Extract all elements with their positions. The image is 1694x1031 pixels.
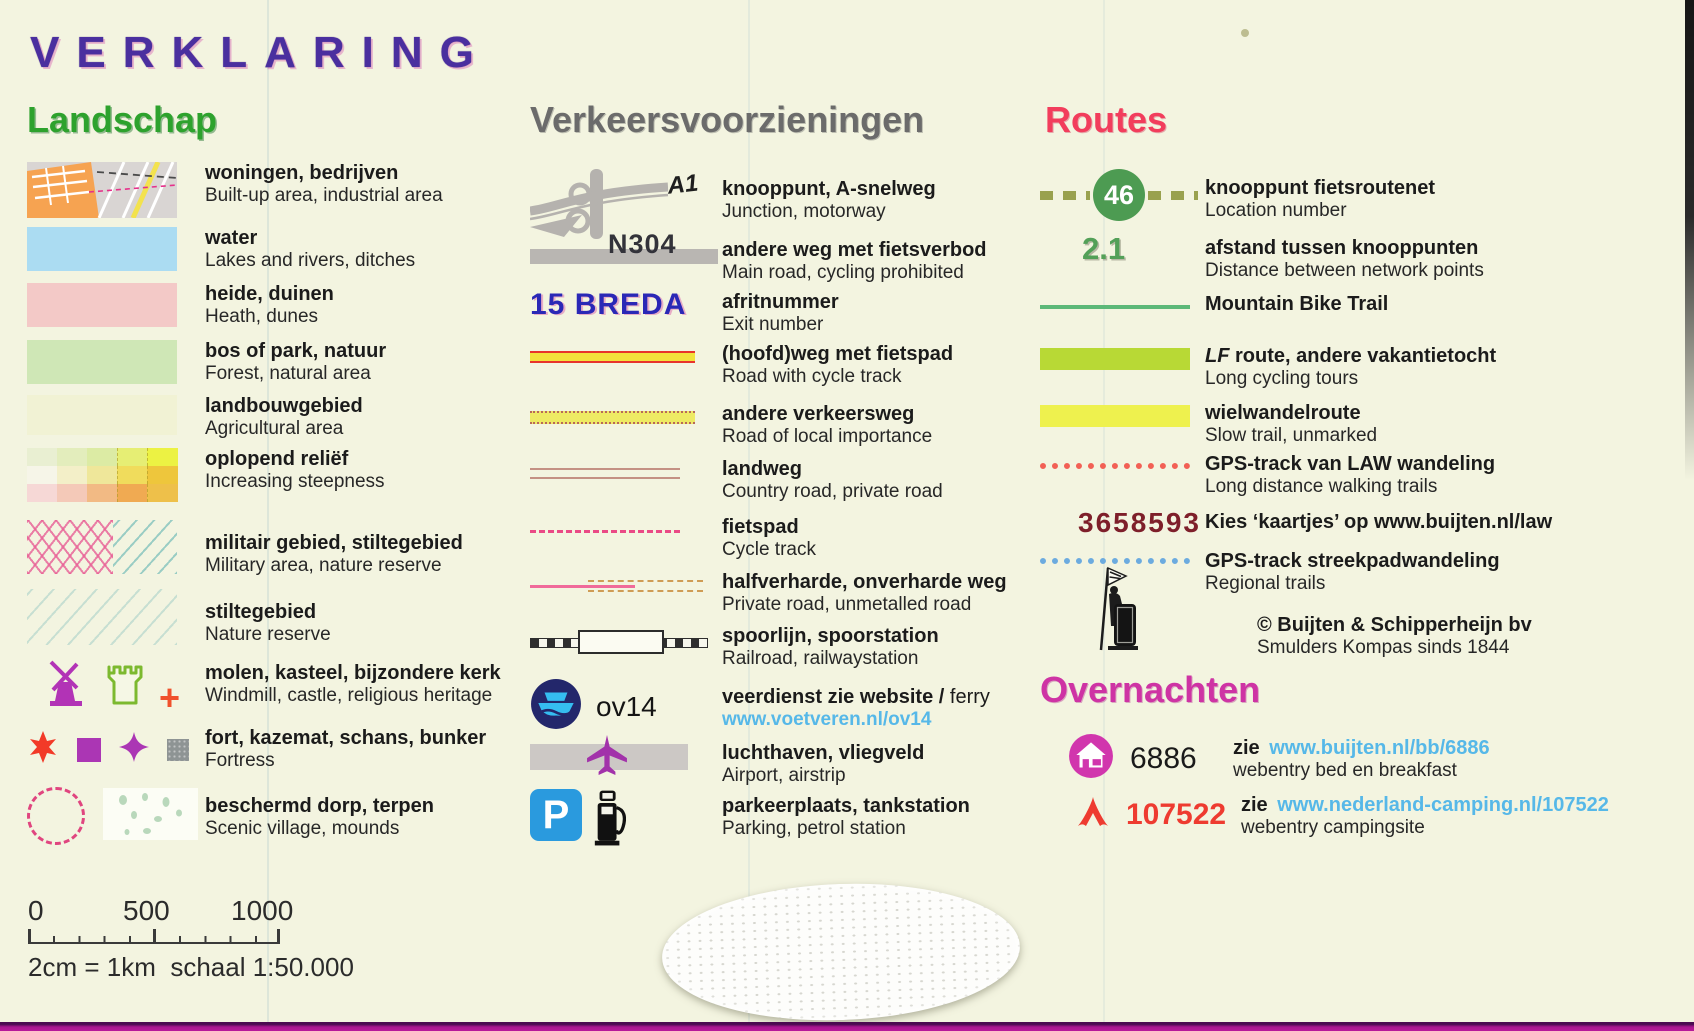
label-en: Fortress: [205, 750, 275, 771]
legend-row-slow-trail: [1040, 402, 1377, 447]
label-nl-regular: ferry: [944, 686, 990, 708]
label-en: Military area, nature reserve: [205, 555, 442, 576]
label-nl: knooppunt, A-snelweg: [722, 178, 936, 200]
label-en: Country road, private road: [722, 481, 943, 502]
routes-header: Routes: [1045, 99, 1168, 140]
label-en: Parking, petrol station: [722, 818, 906, 839]
label-nl: landweg: [722, 458, 803, 480]
label-en: Location number: [1205, 200, 1347, 221]
built-up-swatch: [27, 162, 205, 223]
legend-row-nature-reserve: [27, 589, 331, 646]
water-swatch: [27, 227, 177, 271]
petrol-pump-icon: [592, 789, 626, 854]
legend-row-gps-law: [1040, 453, 1495, 498]
legend-row-airport: [530, 734, 924, 787]
gps-track-number: 3658593: [1078, 507, 1202, 538]
velcro-patch: [660, 878, 1023, 1026]
paper-crease: [267, 0, 269, 1031]
airstrip-bar: [530, 744, 688, 770]
military-area-swatch: [27, 520, 177, 574]
road-number-label: N304: [608, 229, 677, 259]
legend-row-distance: [1040, 231, 1484, 282]
legend-row-parking: [530, 789, 970, 854]
mounds-swatch: [103, 788, 198, 845]
country-road-line: [530, 468, 680, 479]
camping-number: 107522: [1126, 797, 1227, 831]
routes-section: [1040, 99, 1670, 838]
verkeer-section: [530, 99, 1040, 839]
label-en: Lakes and rivers, ditches: [205, 250, 416, 271]
scale-bar: [28, 895, 358, 983]
legend-row-exit-number: [530, 288, 839, 336]
label-prefix: zie: [1233, 737, 1260, 759]
label-nl: fietspad: [722, 516, 799, 538]
label-en: Nature reserve: [205, 624, 331, 645]
local-road-line: [530, 411, 695, 424]
lf-route-bar: [1040, 348, 1190, 370]
relief-gradient-swatch: [27, 448, 177, 502]
label-en: Main road, cycling prohibited: [722, 262, 964, 283]
label-en: Road with cycle track: [722, 366, 902, 387]
label-nl: veerdienst zie website /: [722, 686, 945, 708]
distance-number: 2.1: [1082, 231, 1126, 266]
label-en: Slow trail, unmarked: [1205, 425, 1378, 446]
scale-ruler: [28, 929, 280, 944]
label-nl: (hoofd)weg met fietspad: [722, 343, 954, 365]
copyright-line1: © Buijten & Schipperheijn bv: [1257, 614, 1532, 636]
label-nl: halfverharde, onverharde weg: [722, 571, 1007, 593]
legend-row-fortress: [27, 723, 486, 772]
bed-and-breakfast-icon: [1068, 733, 1114, 784]
legend-row-water: [27, 227, 415, 272]
railroad-line: [530, 629, 708, 655]
fort-star-icon: [27, 731, 59, 768]
gps-regional-dotted-line: [1040, 558, 1190, 564]
legend-row-built-up: [27, 162, 443, 223]
verkeer-header: Verkeersvoorzieningen: [530, 99, 925, 140]
label-en: webentry bed en breakfast: [1233, 760, 1457, 781]
bunker-square-icon: [167, 739, 189, 761]
label-en: Road of local importance: [722, 426, 933, 447]
label-en: Railroad, railwaystation: [722, 648, 919, 669]
label-nl: Kies ‘kaartjes’ op www.buijten.nl/law: [1205, 511, 1553, 533]
label-en: Built-up area, industrial area: [205, 185, 443, 206]
legend-row-scenic-village: [27, 787, 434, 845]
label-en: Private road, unmetalled road: [722, 594, 972, 615]
legend-row-country-road: [530, 458, 943, 503]
diagonal-hatch-pattern: [113, 520, 177, 574]
ferry-website-link: www.voetveren.nl/ov14: [722, 709, 932, 730]
label-en: Long distance walking trails: [1205, 476, 1438, 497]
scale-caption: 2cm = 1km schaal 1:50.000: [28, 952, 354, 982]
label-nl: spoorlijn, spoorstation: [722, 625, 939, 647]
legend-row-agricultural: [27, 395, 363, 440]
label-prefix: zie: [1241, 794, 1268, 816]
label-nl: water: [205, 227, 258, 249]
publisher-row: [1040, 566, 1532, 659]
parking-sign-icon: P: [530, 789, 582, 841]
label-nl: GPS-track streekpadwandeling: [1205, 550, 1500, 572]
scale-tick-500: 500: [123, 895, 170, 926]
copyright-line2: Smulders Kompas sinds 1844: [1257, 637, 1510, 658]
legend-row-road-cycle-track: [530, 343, 953, 388]
page-title: VERKLARING: [30, 28, 491, 77]
label-nl: stiltegebied: [205, 601, 317, 623]
label-nl: bos of park, natuur: [205, 340, 387, 362]
legend-row-heritage: [27, 652, 501, 718]
legend-row-relief: [27, 448, 385, 502]
label-nl: fort, kazemat, schans, bunker: [205, 727, 487, 749]
label-en: webentry campingsite: [1241, 817, 1425, 838]
camping-tent-icon: [1076, 794, 1110, 835]
label-nl: knooppunt fietsroutenet: [1205, 177, 1435, 199]
label-en: Agricultural area: [205, 418, 344, 439]
legend-row-gps-number: [1040, 507, 1552, 539]
label-en: Scenic village, mounds: [205, 818, 400, 839]
overnachten-header: Overnachten: [1040, 669, 1261, 710]
bnb-number: 6886: [1130, 741, 1197, 775]
unmetalled-road-line: [530, 577, 710, 597]
label-nl: wielwandelroute: [1205, 402, 1361, 424]
scan-edge-shadow: [1685, 0, 1694, 480]
label-nl: molen, kasteel, bijzondere kerk: [205, 662, 501, 684]
bnb-website-link: www.buijten.nl/bb/6886: [1269, 737, 1490, 759]
legend-row-camping: [1040, 794, 1609, 839]
publisher-statue-logo: [1092, 639, 1138, 656]
motorway-number-label: A1: [666, 169, 700, 200]
cycle-track-line: [530, 530, 680, 533]
label-en: Junction, motorway: [722, 201, 886, 222]
label-en: Increasing steepness: [205, 471, 385, 492]
gps-law-dotted-line: [1040, 463, 1190, 469]
legend-row-heath: [27, 283, 334, 328]
kazemat-square-icon: [77, 738, 101, 762]
label-nl: andere weg met fietsverbod: [722, 239, 987, 261]
legend-row-bnb: [1040, 733, 1490, 784]
heath-swatch: [27, 283, 177, 327]
label-en: Exit number: [722, 314, 824, 335]
airplane-icon: [586, 734, 628, 776]
legend-row-forest: [27, 340, 386, 385]
legend-row-ferry: [530, 678, 990, 735]
label-nl: parkeerplaats, tankstation: [722, 795, 970, 817]
legend-row-network-point: [1040, 169, 1435, 222]
scale-tick-0: 0: [28, 895, 44, 926]
main-road-bar: [530, 229, 718, 264]
legend-row-main-road: [530, 229, 987, 284]
slow-trail-bar: [1040, 405, 1190, 427]
node-number: 46: [1093, 169, 1145, 221]
agricultural-swatch: [27, 395, 177, 435]
label-nl: heide, duinen: [205, 283, 334, 305]
schans-star-icon: [119, 732, 149, 767]
label-nl: oplopend reliëf: [205, 448, 349, 470]
label-nl: andere verkeersweg: [722, 403, 915, 425]
label-nl: Mountain Bike Trail: [1205, 293, 1389, 315]
legend-row-railroad: [530, 625, 939, 670]
label-nl: landbouwgebied: [205, 395, 363, 417]
label-nl: route, andere vakantietocht: [1229, 345, 1497, 367]
castle-icon: [104, 662, 144, 713]
legend-row-mtb: [1040, 293, 1388, 316]
scenic-village-circle-icon: [27, 787, 85, 845]
cycle-network-node-icon: [1040, 169, 1205, 221]
label-nl: GPS-track van LAW wandeling: [1205, 453, 1496, 475]
legend-row-cycle-track: [530, 516, 816, 561]
scale-tick-1000: 1000: [231, 895, 294, 926]
forest-swatch: [27, 340, 177, 384]
legend-row-lf-route: [1040, 345, 1496, 390]
windmill-icon: [45, 658, 89, 713]
ferry-code-label: ov14: [596, 690, 657, 722]
label-nl: afritnummer: [722, 291, 839, 313]
label-nl-italic: LF: [1205, 345, 1230, 367]
crosshatch-pattern: [27, 520, 113, 574]
label-en: Distance between network points: [1205, 260, 1484, 281]
label-en: Heath, dunes: [205, 306, 319, 327]
legend-row-military: [27, 520, 463, 577]
exit-number-sample: 15 BREDA: [530, 288, 687, 321]
label-nl: militair gebied, stiltegebied: [205, 532, 463, 554]
landschap-section: [27, 99, 502, 839]
label-nl: luchthaven, vliegveld: [722, 742, 925, 764]
landschap-header: Landschap: [27, 99, 218, 140]
camping-website-link: www.nederland-camping.nl/107522: [1277, 794, 1609, 816]
nature-reserve-swatch: [27, 589, 177, 645]
label-nl: woningen, bedrijven: [205, 162, 399, 184]
label-nl: beschermd dorp, terpen: [205, 795, 434, 817]
label-en: Regional trails: [1205, 573, 1326, 594]
church-cross-icon: +: [159, 677, 181, 718]
railway-station-box: [578, 630, 664, 654]
label-en: Airport, airstrip: [722, 765, 846, 786]
legend-row-unmetalled-road: [530, 571, 1007, 616]
ferry-icon: [530, 678, 582, 735]
mtb-trail-line: [1040, 305, 1190, 309]
map-border-strip: [0, 1022, 1694, 1031]
label-nl: afstand tussen knooppunten: [1205, 237, 1479, 259]
label-en: Cycle track: [722, 539, 816, 560]
label-en: Forest, natural area: [205, 363, 371, 384]
label-en: Windmill, castle, religious heritage: [205, 685, 493, 706]
road-with-cycle-track-line: [530, 351, 695, 363]
paper-speck: [1241, 29, 1249, 37]
label-en: Long cycling tours: [1205, 368, 1359, 389]
legend-row-local-road: [530, 403, 932, 448]
